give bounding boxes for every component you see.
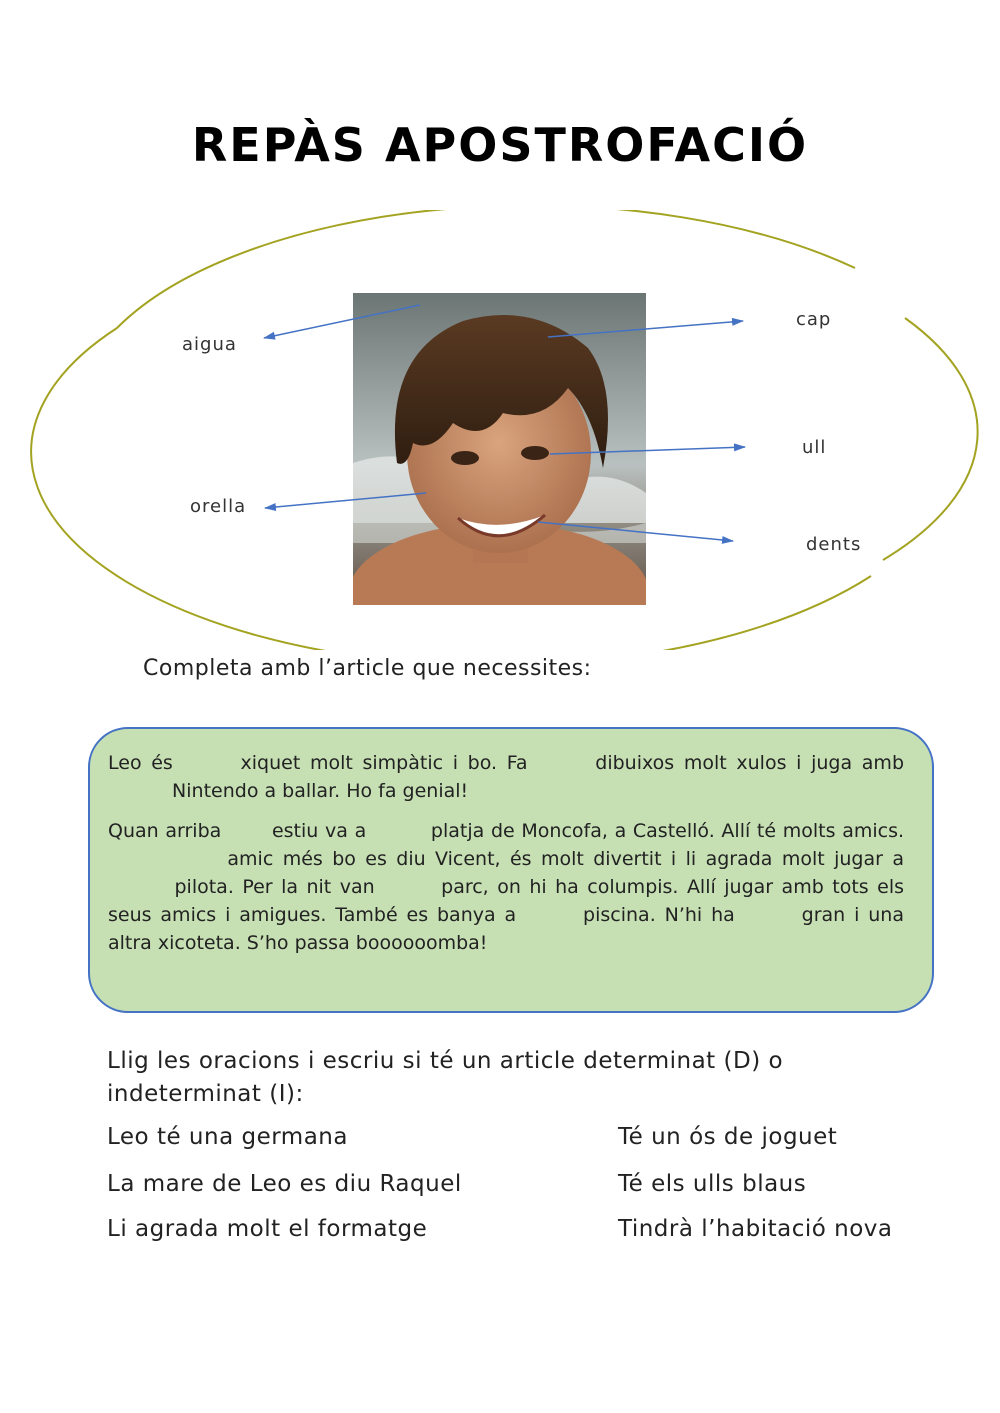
sentence-right: Té els ulls blaus — [618, 1171, 807, 1197]
instruction-determinat: Llig les oracions i escriu si té un article determinat (D) o indeterminat (I): — [107, 1048, 784, 1107]
story-textbox — [88, 727, 934, 1013]
sentence-left: Li agrada molt el formatge — [107, 1216, 428, 1242]
story-paragraph-1: Leo és xiquet molt simpàtic i bo. Fa dibuixos molt xulos i juga amb Nintendo a ballar. Ho fa genial! — [108, 752, 904, 802]
sentence-right: Tindrà l’habitació nova — [618, 1216, 893, 1242]
sentence-left: La mare de Leo es diu Raquel — [107, 1171, 462, 1197]
sentence-left: Leo té una germana — [107, 1124, 348, 1150]
label-ull: ull — [802, 437, 827, 458]
label-aigua: aigua — [182, 334, 237, 355]
story-paragraph-2: Quan arriba estiu va a platja de Moncofa, a Castelló. Allí té molts amics. amic més bo es diu Vicent, és molt divertit i li agrada molt jugar a pilota. Per la nit van parc, on hi ha columpis. Allí jugar amb tots els seus amics i amigues. També es banya a piscina. N’hi ha gran i una altra xicoteta. S’ho passa boooooomba! — [108, 820, 905, 954]
instruction-complete-article: Completa amb l’article que necessites: — [143, 656, 592, 681]
sentence-right: Té un ós de joguet — [618, 1124, 838, 1150]
page-title: REPÀS APOSTROFACIÓ — [191, 118, 809, 172]
boy-photo — [353, 293, 646, 605]
label-orella: orella — [190, 496, 247, 517]
label-dents: dents — [806, 534, 862, 555]
ellipse-outline — [883, 318, 978, 560]
label-cap: cap — [796, 309, 832, 330]
